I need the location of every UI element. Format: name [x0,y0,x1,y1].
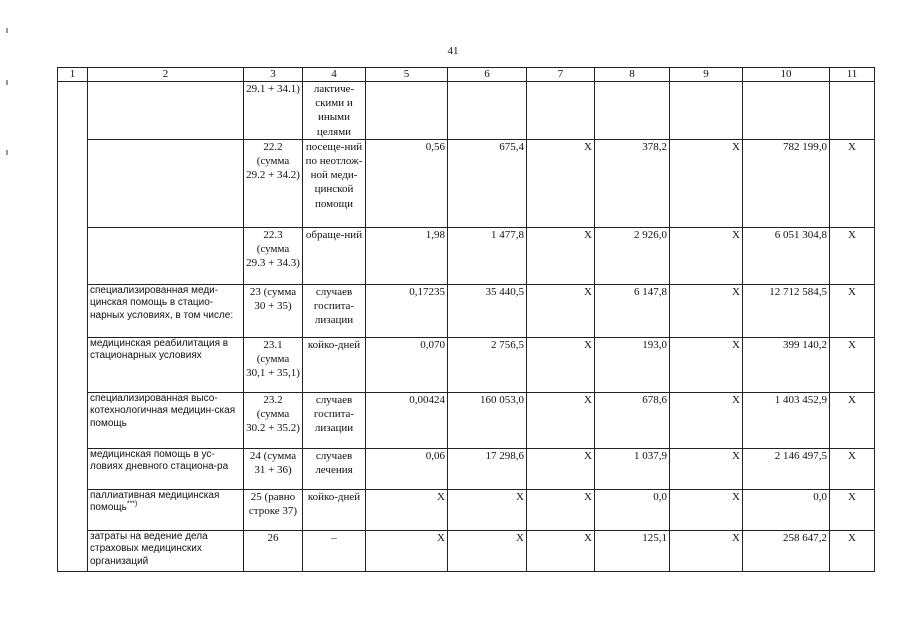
header-cell: 8 [595,68,670,82]
cell-9 [670,82,743,140]
row-code: 22.2 (сумма 29.2 + 34.2) [244,139,303,227]
cell-11: X [830,337,875,392]
cell-5: 0,070 [366,337,448,392]
header-cell: 6 [448,68,527,82]
cell-6: 35 440,5 [448,284,527,337]
cell-10: 12 712 584,5 [743,284,830,337]
cell-7: X [527,392,595,448]
cell-7: X [527,284,595,337]
cell-6: X [448,489,527,530]
header-cell: 1 [58,68,88,82]
table-row [58,489,875,530]
cell-5: 1,98 [366,227,448,284]
cell-7 [527,82,595,140]
cell-9: X [670,284,743,337]
row-name [88,82,244,140]
cell-8 [595,82,670,140]
cell-10: 399 140,2 [743,337,830,392]
data-table [57,67,875,572]
cell-6: 160 053,0 [448,392,527,448]
row-unit: посеще-ний по неотлож-ной меди-цинской помощи [303,139,366,227]
cell-11: X [830,392,875,448]
header-cell: 9 [670,68,743,82]
row-unit: койко-дней [303,337,366,392]
cell-5: X [366,530,448,571]
row-code: 23 (сумма 30 + 35) [244,284,303,337]
cell-8: 378,2 [595,139,670,227]
cell-5: X [366,489,448,530]
row-name: специализированная меди-цинская помощь в стацио-нарных условиях, в том числе: [88,284,244,337]
row-code: 23.1 (сумма 30,1 + 35,1) [244,337,303,392]
cell-8: 125,1 [595,530,670,571]
cell-9: X [670,489,743,530]
cell-11: X [830,530,875,571]
row-name [88,139,244,227]
header-cell: 7 [527,68,595,82]
cell-11: X [830,284,875,337]
table-row [58,530,875,571]
cell-6: 2 756,5 [448,337,527,392]
row-unit: случаев госпита-лизации [303,392,366,448]
row-unit: обраще-ний [303,227,366,284]
table-row [58,82,875,140]
table-row [58,284,875,337]
cell-10: 782 199,0 [743,139,830,227]
cell-9: X [670,337,743,392]
header-row [58,68,875,82]
row-name: специализированная высо-котехнологичная медицин-ская помощь [88,392,244,448]
cell-9: X [670,227,743,284]
row-code: 23.2 (сумма 30.2 + 35.2) [244,392,303,448]
cell-10: 1 403 452,9 [743,392,830,448]
row-name: затраты на ведение дела страховых медицинских организаций [88,530,244,571]
cell-5: 0,56 [366,139,448,227]
cell-7: X [527,337,595,392]
row-code: 24 (сумма 31 + 36) [244,448,303,489]
cell-6: 675,4 [448,139,527,227]
header-cell: 3 [244,68,303,82]
row-name-text: паллиативная медицинская помощь [90,489,220,514]
cell-10: 6 051 304,8 [743,227,830,284]
cell-7: X [527,530,595,571]
cell-9: X [670,530,743,571]
footnote-mark: ***) [126,500,138,508]
cell-7: X [527,489,595,530]
cell-7: X [527,448,595,489]
table-row [58,448,875,489]
cell-7: X [527,139,595,227]
cell-9: X [670,448,743,489]
table-row [58,337,875,392]
page-number: 41 [447,45,459,57]
row-code: 26 [244,530,303,571]
cell-11: X [830,448,875,489]
row-name: медицинская помощь в ус-ловиях дневного стациона-ра [88,448,244,489]
cell-6 [448,82,527,140]
cell-8: 193,0 [595,337,670,392]
section-cell [58,82,88,572]
header-cell: 2 [88,68,244,82]
cell-8: 0,0 [595,489,670,530]
cell-5: 0,00424 [366,392,448,448]
header-cell: 4 [303,68,366,82]
row-unit: лактиче-скими и иными целями [303,82,366,140]
row-name [88,489,244,530]
cell-10 [743,82,830,140]
cell-8: 678,6 [595,392,670,448]
cell-9: X [670,139,743,227]
cell-11: X [830,227,875,284]
row-name: медицинская реабилитация в стационарных условиях [88,337,244,392]
cell-5 [366,82,448,140]
table-row [58,392,875,448]
cell-8: 6 147,8 [595,284,670,337]
cell-10: 258 647,2 [743,530,830,571]
row-unit: случаев лечения [303,448,366,489]
margin-mark [6,28,8,33]
cell-8: 1 037,9 [595,448,670,489]
cell-6: X [448,530,527,571]
margin-mark [6,80,8,85]
cell-5: 0,17235 [366,284,448,337]
cell-5: 0,06 [366,448,448,489]
cell-11: X [830,489,875,530]
cell-6: 1 477,8 [448,227,527,284]
header-cell: 11 [830,68,875,82]
row-code: 22.3 (сумма 29.3 + 34.3) [244,227,303,284]
row-unit: случаев госпита-лизации [303,284,366,337]
header-cell: 5 [366,68,448,82]
row-unit: – [303,530,366,571]
row-unit: койко-дней [303,489,366,530]
cell-11 [830,82,875,140]
cell-11: X [830,139,875,227]
cell-6: 17 298,6 [448,448,527,489]
row-name [88,227,244,284]
margin-mark [6,150,8,155]
row-code: 25 (равно строке 37) [244,489,303,530]
cell-7: X [527,227,595,284]
row-code: 29.1 + 34.1) [244,82,303,140]
table-row [58,227,875,284]
table-row [58,139,875,227]
cell-10: 2 146 497,5 [743,448,830,489]
cell-9: X [670,392,743,448]
cell-10: 0,0 [743,489,830,530]
header-cell: 10 [743,68,830,82]
cell-8: 2 926,0 [595,227,670,284]
